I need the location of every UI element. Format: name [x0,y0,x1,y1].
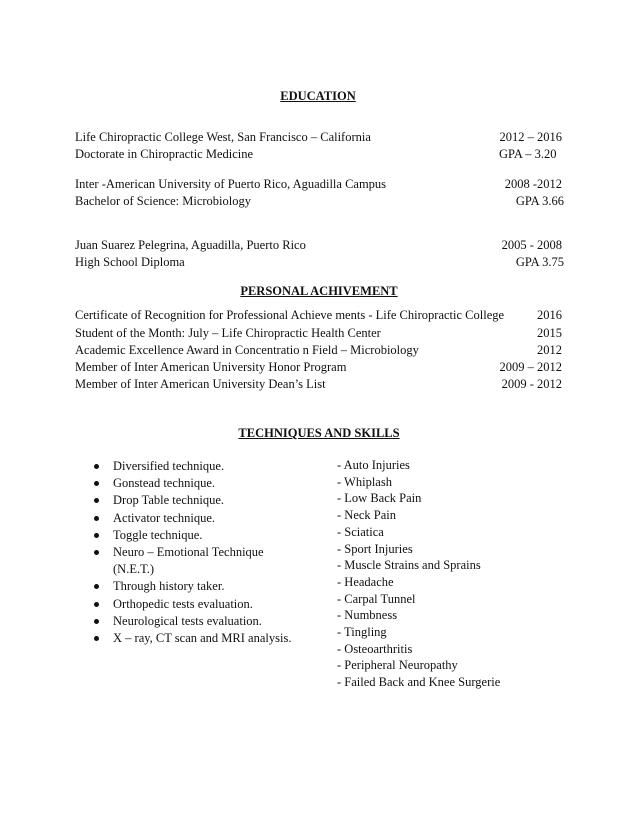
list-item: - Failed Back and Knee Surgerie [337,675,501,690]
education-gpa-1: GPA – 3.20 [499,147,557,161]
achievement-item-3: Academic Excellence Award in Concentratio n Field – Microbiology [75,343,419,357]
list-item: Drop Table technique. [94,492,291,509]
bullet-icon [94,498,99,503]
list-item: - Carpal Tunnel [337,591,416,606]
list-item: Activator technique. [94,510,291,527]
list-item: Through history taker. [94,578,291,595]
list-item: - Auto Injuries [337,458,410,472]
achievement-item-5: Member of Inter American University Dean’s List [75,377,326,391]
list-item: - Low Back Pain [337,491,422,506]
achievement-year-4: 2009 – 2012 [499,360,562,374]
achievement-item-4: Member of Inter American University Honor Program [75,360,347,374]
achievement-year-2: 2015 [537,326,562,340]
bullet-icon [94,533,99,538]
education-years-3: 2005 - 2008 [501,238,562,252]
skills-heading: TECHNIQUES AND SKILLS [238,426,400,440]
bullet-icon [94,602,99,607]
achievement-year-3: 2012 [537,343,562,357]
list-item: Toggle technique. [94,527,291,544]
education-years-1: 2012 – 2016 [499,130,562,144]
list-item: - Whiplash [337,474,392,489]
list-item: X – ray, CT scan and MRI analysis. [94,630,291,647]
achievement-year-1: 2016 [537,308,562,322]
achievements-heading: PERSONAL ACHIVEMENT [240,284,398,298]
technique-continuation: (N.E.T.) [113,562,155,577]
education-institution-1: Life Chiropractic College West, San Francisco – California [75,130,371,144]
education-gpa-3: GPA 3.75 [515,255,564,269]
education-institution-3: Juan Suarez Pelegrina, Aguadilla, Puerto Rico [75,238,306,252]
education-years-2: 2008 -2012 [504,177,562,191]
bullet-icon [94,550,99,555]
education-heading: EDUCATION [280,89,356,103]
list-item: Diversified technique. [94,458,291,475]
list-item: - Headache [337,574,394,589]
techniques-list [94,458,291,647]
bullet-icon [94,584,99,589]
list-item: - Sport Injuries [337,541,413,556]
list-item: Neurological tests evaluation. [94,613,291,630]
list-item: - Numbness [337,608,398,623]
education-gpa-2: GPA 3.66 [515,194,564,208]
list-item: Gonstead technique. [94,475,291,492]
list-item: - Tingling [337,625,387,640]
bullet-icon [94,481,99,486]
list-item: - Peripheral Neuropathy [337,658,458,673]
list-item: - Sciatica [337,524,384,539]
bullet-icon [94,516,99,521]
education-degree-2: Bachelor of Science: Microbiology [75,194,251,208]
list-item: - Neck Pain [337,508,397,523]
bullet-icon [94,464,99,469]
list-item: Orthopedic tests evaluation. [94,596,291,613]
bullet-icon [94,636,99,641]
education-degree-3: High School Diploma [75,255,185,269]
achievement-item-1: Certificate of Recognition for Professional Achieve ments - Life Chiropractic College [75,308,505,322]
list-item: - Osteoarthritis [337,641,413,656]
bullet-icon [94,619,99,624]
achievement-year-5: 2009 - 2012 [501,377,562,391]
education-institution-2: Inter -American University of Puerto Rico, Aguadilla Campus [75,177,387,191]
conditions-list [337,457,500,691]
list-item: Neuro – Emotional Technique (N.E.T.) [94,544,291,578]
education-degree-1: Doctorate in Chiropractic Medicine [75,147,254,161]
list-item: - Muscle Strains and Sprains [337,558,481,573]
achievement-item-2: Student of the Month: July – Life Chiropractic Health Center [75,326,381,340]
